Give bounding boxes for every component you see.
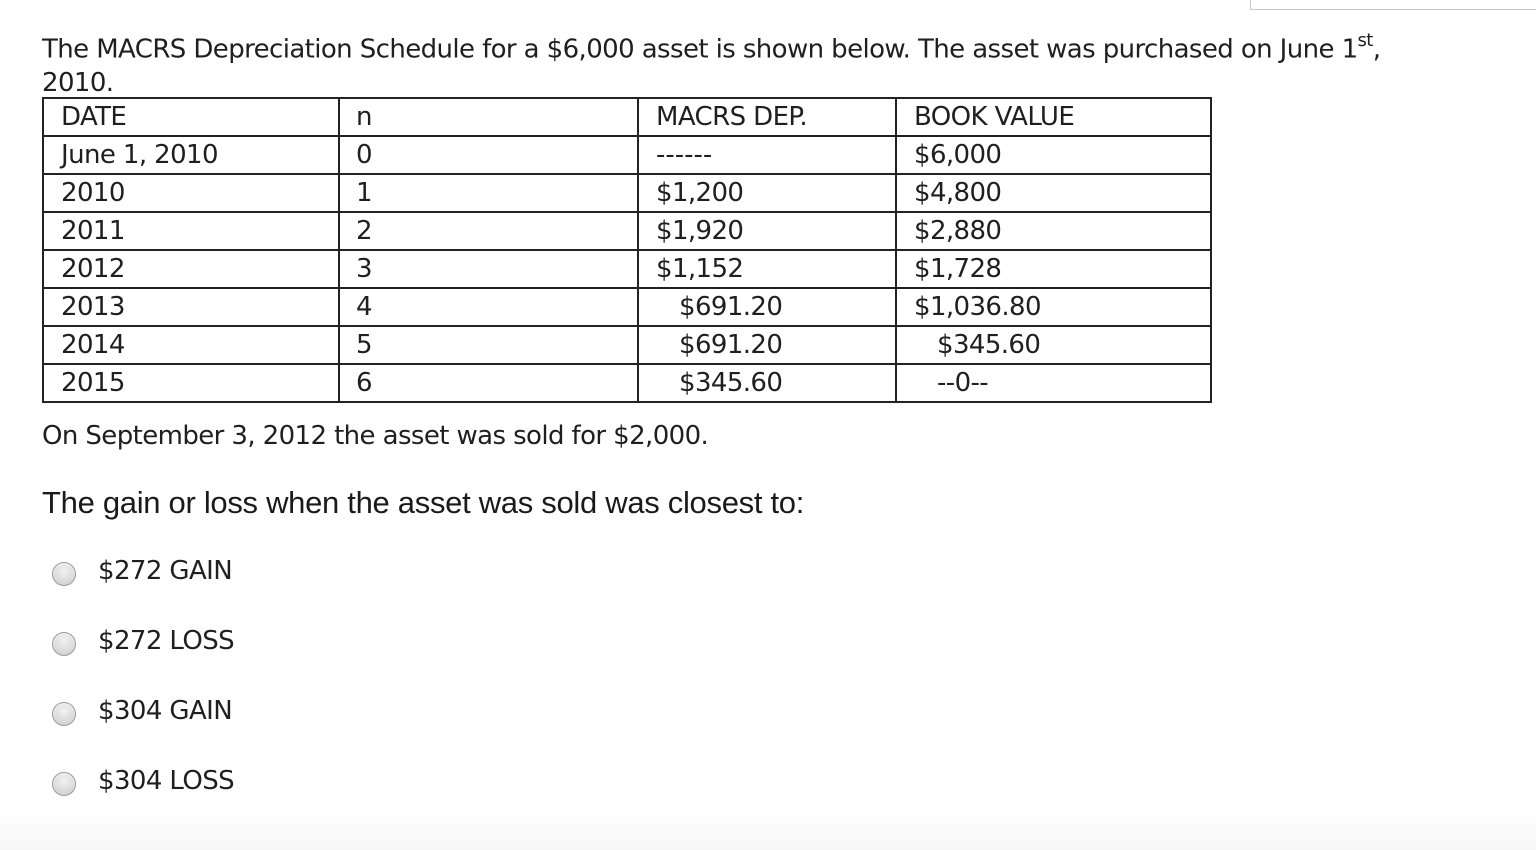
table-row <box>43 288 1211 326</box>
cell-book: --0-- <box>896 364 1211 402</box>
table-row <box>43 136 1211 174</box>
radio-button[interactable] <box>52 632 76 656</box>
radio-button[interactable] <box>52 562 76 586</box>
cell-date: 2013 <box>43 288 339 326</box>
table-row <box>43 250 1211 288</box>
radio-button[interactable] <box>52 772 76 796</box>
macrs-schedule-table <box>42 97 1212 403</box>
choice-label: $272 GAIN <box>98 556 233 586</box>
cell-book: $345.60 <box>896 326 1211 364</box>
cell-n: 4 <box>339 288 638 326</box>
table-row <box>43 212 1211 250</box>
cell-dep: $691.20 <box>638 326 896 364</box>
cell-book: $2,880 <box>896 212 1211 250</box>
cell-book: $1,728 <box>896 250 1211 288</box>
bottom-edge <box>0 808 1536 850</box>
intro-year: 2010. <box>42 67 114 98</box>
cell-date: 2015 <box>43 364 339 402</box>
cell-date: 2012 <box>43 250 339 288</box>
cell-date: 2014 <box>43 326 339 364</box>
header-book-value: BOOK VALUE <box>896 98 1211 136</box>
cell-dep: ------ <box>638 136 896 174</box>
sale-statement: On September 3, 2012 the asset was sold for $2,000. <box>42 421 709 451</box>
question-text: The gain or loss when the asset was sold was closest to: <box>42 485 805 520</box>
cell-date: 2010 <box>43 174 339 212</box>
top-right-frame <box>1250 0 1536 10</box>
cell-date: June 1, 2010 <box>43 136 339 174</box>
cell-dep: $691.20 <box>638 288 896 326</box>
cell-n: 1 <box>339 174 638 212</box>
cell-book: $1,036.80 <box>896 288 1211 326</box>
table-row <box>43 326 1211 364</box>
choice-label: $304 GAIN <box>98 696 233 726</box>
table-row <box>43 174 1211 212</box>
cell-n: 0 <box>339 136 638 174</box>
choice-label: $304 LOSS <box>98 766 235 796</box>
choice-label: $272 LOSS <box>98 626 235 656</box>
cell-dep: $1,920 <box>638 212 896 250</box>
cell-book: $4,800 <box>896 174 1211 212</box>
cell-dep: $1,152 <box>638 250 896 288</box>
table-header-row <box>43 98 1211 136</box>
header-date: DATE <box>43 98 339 136</box>
cell-n: 5 <box>339 326 638 364</box>
cell-n: 6 <box>339 364 638 402</box>
cell-dep: $345.60 <box>638 364 896 402</box>
intro-superscript: st <box>1357 30 1373 51</box>
cell-n: 3 <box>339 250 638 288</box>
intro-tail: , <box>1372 34 1381 65</box>
problem-intro <box>42 26 1522 100</box>
cell-date: 2011 <box>43 212 339 250</box>
intro-text: The MACRS Depreciation Schedule for a $6,000 asset is shown below. The asset was purchased on June 1 <box>42 34 1358 65</box>
header-n: n <box>339 98 638 136</box>
header-macrs-dep: MACRS DEP. <box>638 98 896 136</box>
cell-book: $6,000 <box>896 136 1211 174</box>
table-row <box>43 364 1211 402</box>
cell-dep: $1,200 <box>638 174 896 212</box>
radio-button[interactable] <box>52 702 76 726</box>
cell-n: 2 <box>339 212 638 250</box>
